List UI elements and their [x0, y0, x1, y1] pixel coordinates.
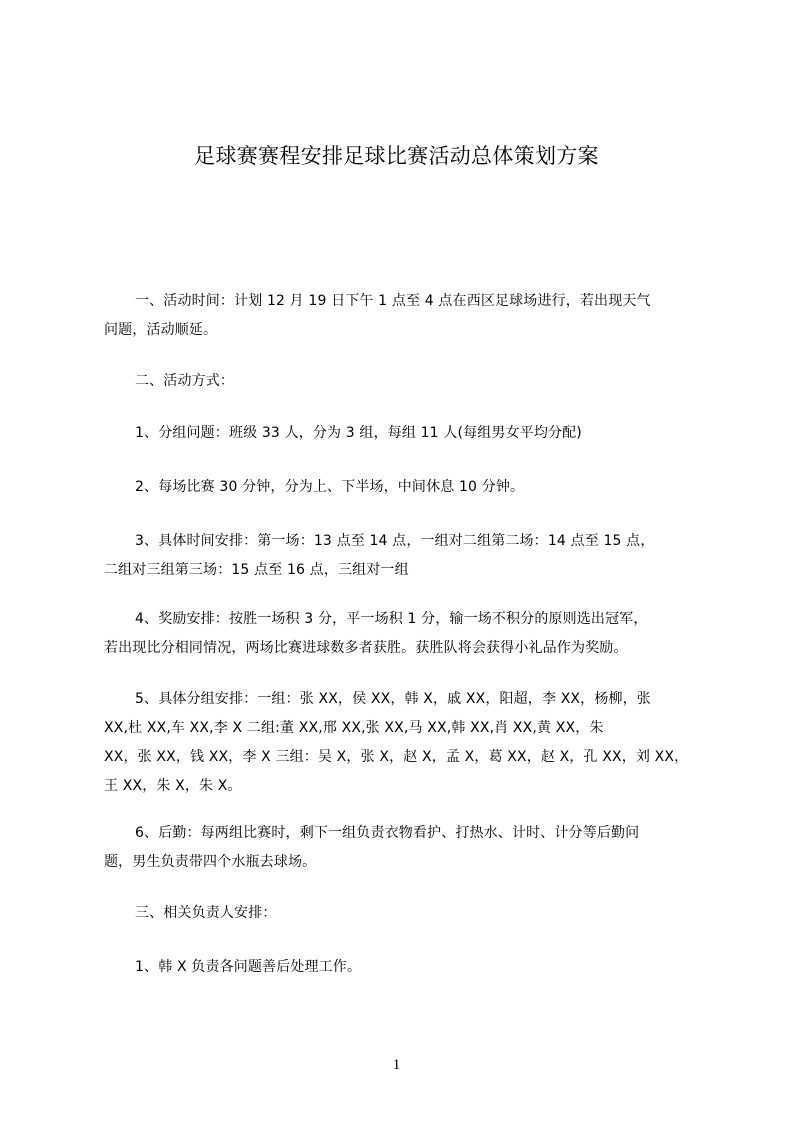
section-heading: 三、相关负责人安排：	[135, 905, 277, 921]
paragraph-rewards	[104, 605, 716, 663]
paragraph-team-assignments	[104, 685, 716, 801]
paragraph-line: 3、具体时间安排：第一场：13 点至 14 点，一组对二组第二场：14 点至 15 点，	[135, 533, 655, 549]
paragraph-activity-time	[104, 287, 716, 345]
heading-responsible-persons	[104, 899, 716, 928]
section-heading: 二、活动方式：	[135, 373, 235, 389]
paragraph-line: 4、奖励安排：按胜一场积 3 分，平一场积 1 分，输一场不积分的原则选出冠军，	[135, 611, 648, 627]
paragraph-line: 问题，活动顺延。	[104, 322, 218, 338]
paragraph-grouping	[104, 419, 716, 448]
paragraph-line: 题，男生负责带四个水瓶去球场。	[104, 854, 317, 870]
paragraph-schedule	[104, 527, 716, 585]
paragraph-line: XX，张 XX，钱 XX，李 X 三组：吴 X，张 X，赵 X，孟 X，葛 XX，赵 X，孔 XX，刘 XX，	[104, 749, 689, 765]
paragraph-responsible-1	[104, 953, 716, 982]
paragraph-match-duration	[104, 473, 716, 502]
paragraph-line: 王 XX，朱 X，朱 X。	[104, 778, 242, 794]
paragraph-line: XX,杜 XX,车 XX,李 X 二组:董 XX,邢 XX,张 XX,马 XX,韩 XX,肖 XX,黄 XX，朱	[104, 720, 604, 736]
paragraph-line: 若出现比分相同情况，两场比赛进球数多者获胜。获胜队将会获得小礼品作为奖励。	[104, 640, 628, 656]
paragraph-line: 二组对三组第三场：15 点至 16 点，三组对一组	[104, 562, 409, 578]
paragraph-line: 1、韩 X 负责各问题善后处理工作。	[135, 959, 362, 975]
paragraph-line: 5、具体分组安排：一组：张 XX，侯 XX，韩 X，戚 XX，阳超，李 XX，杨柳，张	[135, 691, 651, 707]
paragraph-line: 6、后勤：每两组比赛时，剩下一组负责衣物看护、打热水、计时、计分等后勤问	[135, 825, 640, 841]
paragraph-line: 2、每场比赛 30 分钟，分为上、下半场，中间休息 10 分钟。	[135, 479, 525, 495]
paragraph-logistics	[104, 819, 716, 877]
document-title: 足球赛赛程安排足球比赛活动总体策划方案	[194, 144, 599, 168]
paragraph-line: 1、分组问题：班级 33 人，分为 3 组，每组 11 人(每组男女平均分配)	[135, 425, 582, 441]
paragraph-line: 一、活动时间：计划 12 月 19 日下午 1 点至 4 点在西区足球场进行，若出现天气	[135, 293, 651, 309]
heading-activity-method	[104, 367, 716, 396]
page-number: 1	[392, 1057, 401, 1073]
